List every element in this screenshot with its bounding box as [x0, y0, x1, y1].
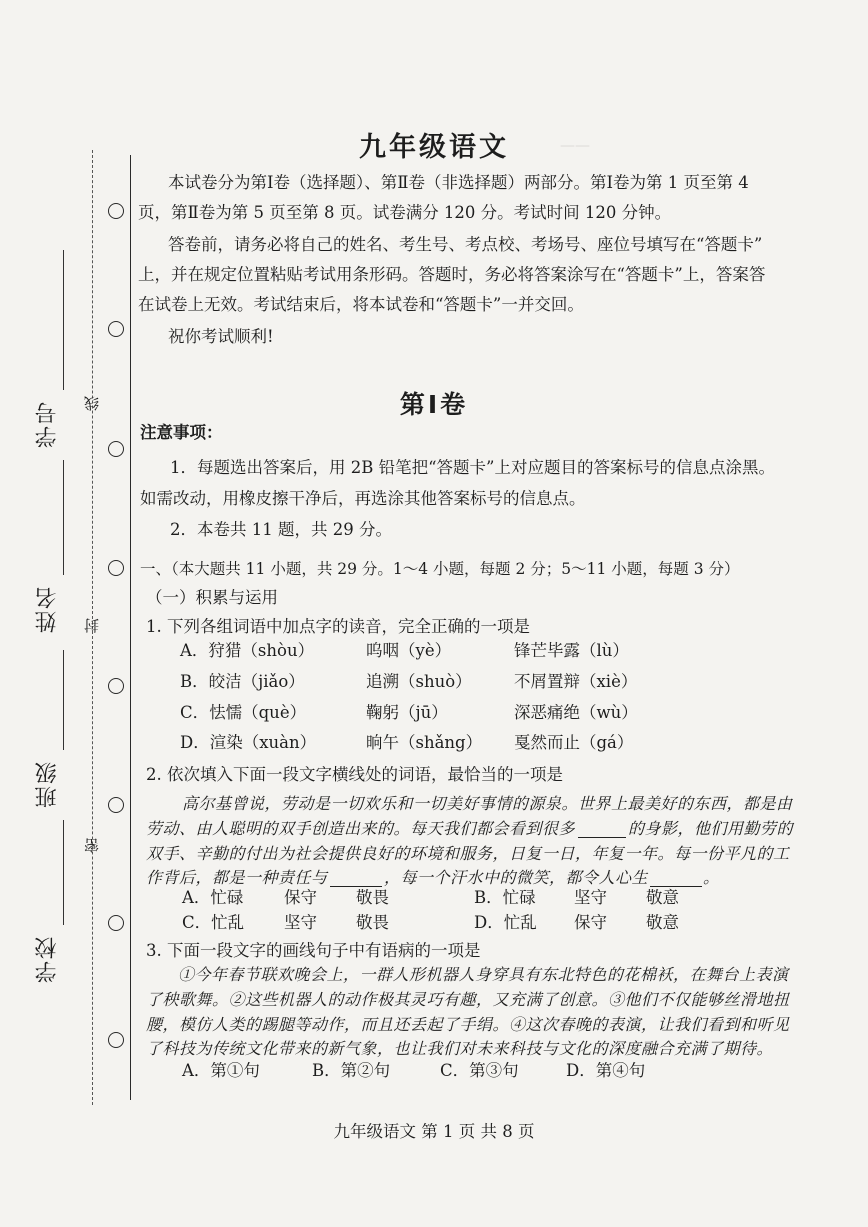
seal-char-secret: 密 [83, 838, 101, 853]
q2-blank-1[interactable] [578, 822, 626, 842]
binding-hole [108, 915, 124, 931]
notice-line: 1．每题选出答案后，用 2B 铅笔把“答题卡”上对应题目的答案标号的信息点涂黑。 [170, 458, 775, 477]
binding-hole [108, 1032, 124, 1048]
q2-option-c[interactable]: C．忙乱 [182, 913, 245, 932]
q2-option-b-word3: 敬意 [646, 888, 679, 907]
subsection-heading: （一）积累与运用 [146, 588, 278, 607]
class-label: 班级 [35, 760, 60, 808]
question-2-stem: 2. 依次填入下面一段文字横线处的词语，最恰当的一项是 [146, 765, 563, 784]
intro-line: 页，第Ⅱ卷为第 5 页至第 8 页。试卷满分 120 分。考试时间 120 分钟。 [138, 203, 672, 222]
q1-option-c-word3: 深恶痛绝（wù） [514, 703, 638, 722]
q2-passage-line: 双手、辛勤的付出为社会提供良好的环境和服务，日复一日，年复一年。每一份平凡的工 [146, 846, 790, 863]
binding-hole [108, 441, 124, 457]
binding-hole [108, 797, 124, 813]
q2-option-a-word3: 敬畏 [356, 888, 389, 907]
q3-passage-line: ①今年春节联欢晚会上，一群人形机器人身穿具有东北特色的花棉袄，在舞台上表演 [178, 967, 789, 984]
q1-option-b-word2: 追溯（shuò） [366, 672, 472, 691]
binding-hole [108, 321, 124, 337]
question-3-stem: 3. 下面一段文字的画线句子中有语病的一项是 [146, 941, 481, 960]
q3-passage-line: 腰，模仿人类的踢腿等动作，而且还丢起了手绢。④这次春晚的表演，让我们看到和听见 [146, 1017, 790, 1034]
exam-title: 九年级语文 [359, 132, 509, 163]
q2-option-d-word2: 保守 [574, 913, 607, 932]
name-blank[interactable] [63, 460, 64, 575]
question-1-stem: 1. 下列各组词语中加点字的读音，完全正确的一项是 [146, 617, 530, 636]
q1-option-b-word1[interactable]: B．皎洁（jiǎo） [180, 672, 305, 691]
q1-option-a-word1[interactable]: A．狩猎（shòu） [180, 641, 315, 660]
seal-char-seal: 封 [83, 618, 101, 633]
notice-line: 如需改动，用橡皮擦干净后，再选涂其他答案标号的信息点。 [140, 489, 586, 508]
q2-option-c-word3: 敬畏 [356, 913, 389, 932]
q3-option-a[interactable]: A．第①句 [182, 1061, 260, 1080]
q3-passage-line: 了科技为传统文化带来的新气象，也让我们对未来科技与文化的深度融合充满了期待。 [146, 1041, 774, 1058]
q1-option-d-word3: 戛然而止（gá） [514, 733, 634, 752]
q2-option-d[interactable]: D．忙乱 [474, 913, 537, 932]
name-label: 姓名 [35, 585, 60, 633]
q1-option-d-word2: 晌午（shǎng） [366, 733, 483, 752]
q1-option-c-word2: 鞠躬（jū） [366, 703, 448, 722]
binding-hole [108, 678, 124, 694]
binding-line [130, 155, 131, 1100]
section-heading: 一、（本大题共 11 小题，共 29 分。1～4 小题，每题 2 分；5～11 小题，每题 3 分） [140, 560, 740, 578]
school-blank[interactable] [63, 820, 64, 925]
q2-option-b[interactable]: B．忙碌 [474, 888, 536, 907]
q1-option-a-word3: 锋芒毕露（lù） [514, 641, 629, 660]
q2-option-b-word2: 坚守 [574, 888, 607, 907]
binding-hole [108, 560, 124, 576]
student-id-label: 学号 [35, 400, 60, 448]
q2-option-c-word2: 坚守 [284, 913, 317, 932]
show-through-text: —— [560, 136, 590, 154]
notice-line: 2．本卷共 11 题，共 29 分。 [170, 520, 392, 539]
q3-passage-line: 了秧歌舞。②这些机器人的动作极其灵巧有趣，又充满了创意。③他们不仅能够丝滑地扭 [146, 992, 790, 1009]
q2-passage-line: ，每一个汗水中的微笑，都令人心生 [384, 870, 649, 887]
intro-line: 在试卷上无效。考试结束后，将本试卷和“答题卡”一并交回。 [138, 295, 584, 314]
q1-option-b-word3: 不屑置辩（xiè） [514, 672, 638, 691]
q2-option-a-word2: 保守 [284, 888, 317, 907]
student-id-blank[interactable] [63, 250, 64, 390]
school-label: 学校 [35, 935, 60, 983]
q2-passage-line: 高尔基曾说，劳动是一切欢乐和一切美好事情的源泉。世界上最美好的东西，都是由 [182, 796, 793, 813]
q3-option-b[interactable]: B．第②句 [312, 1061, 391, 1080]
class-blank[interactable] [63, 650, 64, 750]
q1-option-d-word1[interactable]: D．渲染（xuàn） [180, 733, 317, 752]
q1-option-c-word1[interactable]: C．怯懦（què） [180, 703, 307, 722]
q3-option-c[interactable]: C．第③句 [440, 1061, 519, 1080]
q1-option-a-word2: 呜咽（yè） [366, 641, 452, 660]
intro-line: 答卷前，请务必将自己的姓名、考生号、考点校、考场号、座位号填写在“答题卡” [168, 235, 763, 254]
q2-passage-line: 作背后，都是一种责任与 [146, 870, 328, 887]
q2-option-d-word3: 敬意 [646, 913, 679, 932]
q3-option-d[interactable]: D．第④句 [566, 1061, 646, 1080]
seal-char-line: 线 [83, 396, 101, 411]
volume-title: 第Ⅰ卷 [399, 390, 469, 419]
binding-hole [108, 203, 124, 219]
q2-passage-end: 。 [703, 870, 720, 887]
good-luck-text: 祝你考试顺利! [168, 327, 274, 346]
q2-passage-line: 的身影，他们用勤劳的 [628, 821, 794, 838]
q2-option-a[interactable]: A．忙碌 [182, 888, 244, 907]
intro-line: 本试卷分为第Ⅰ卷（选择题）、第Ⅱ卷（非选择题）两部分。第Ⅰ卷为第 1 页至第 4 [168, 173, 749, 192]
notice-heading: 注意事项： [140, 423, 223, 442]
intro-line: 上，并在规定位置粘贴考试用条形码。答题时，务必将答案涂写在“答题卡”上，答案答 [138, 265, 766, 284]
page-footer: 九年级语文 第 1 页 共 8 页 [333, 1122, 535, 1141]
q2-passage-line: 劳动、由人聪明的双手创造出来的。每天我们都会看到很多 [146, 821, 576, 838]
